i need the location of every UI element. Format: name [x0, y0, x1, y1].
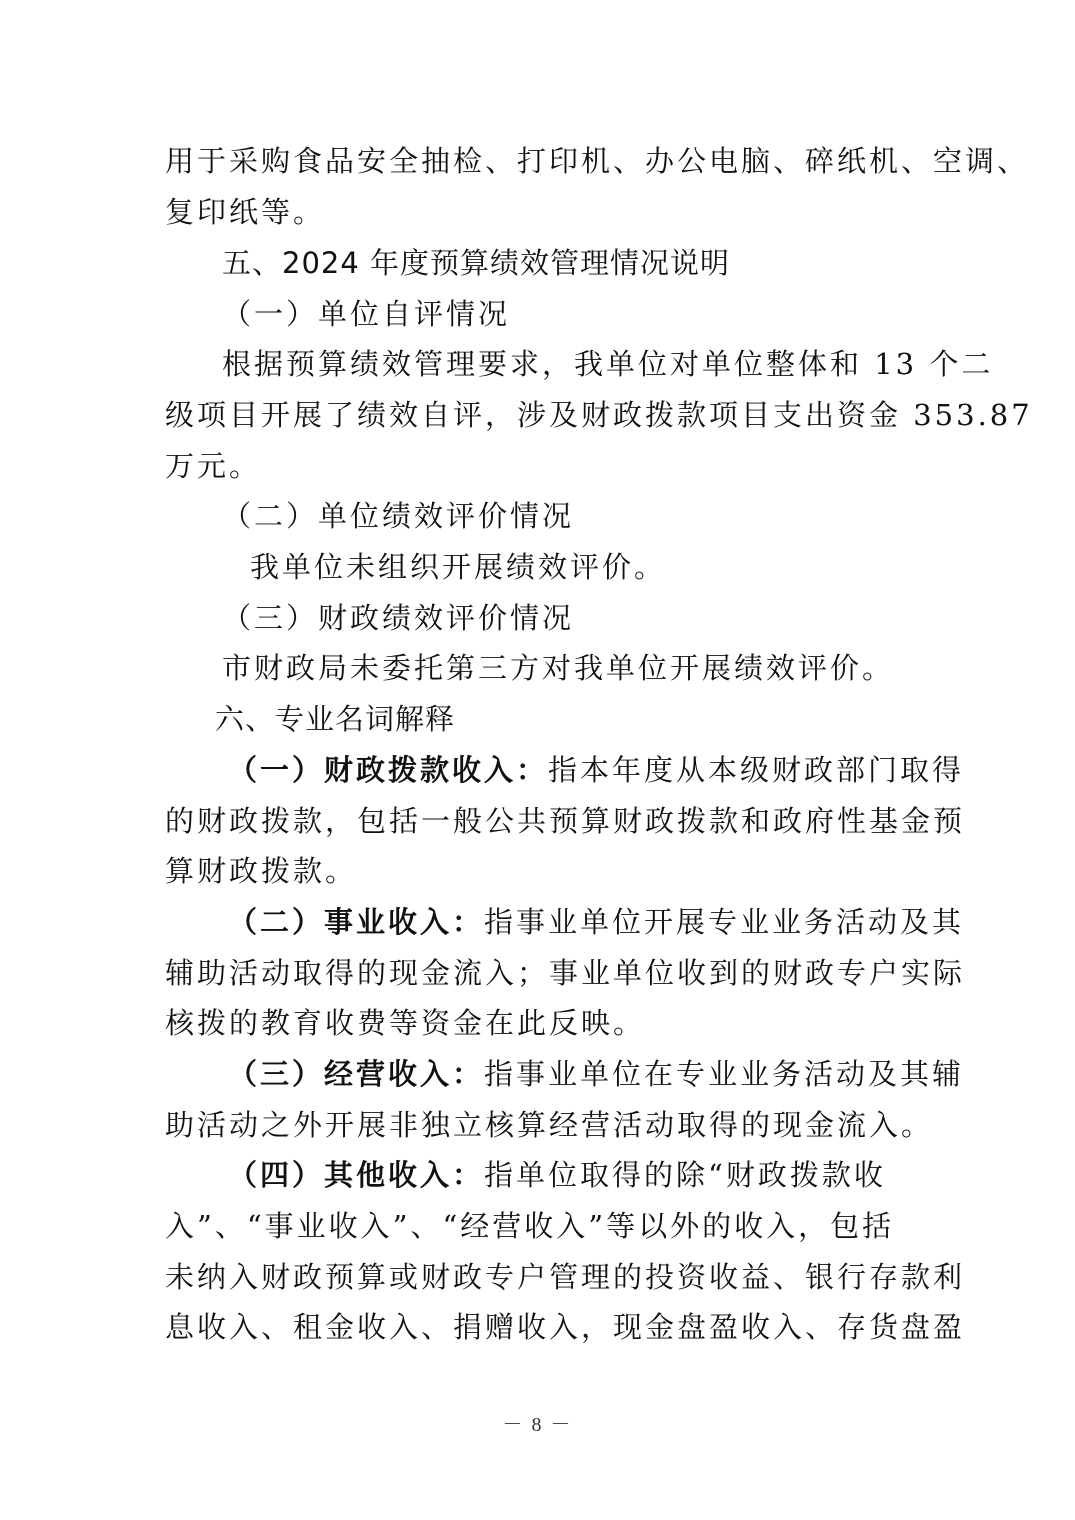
- body-text-line: 辅助活动取得的现金流入；事业单位收到的财政专户实际: [165, 956, 966, 990]
- term-label: （一）财政拨款收入：: [228, 753, 549, 787]
- body-text-line: 我单位未组织开展绩效评价。: [250, 550, 667, 584]
- term-definition-text: 指单位取得的除“财政拨款收: [484, 1158, 886, 1192]
- term-definition-text: 指本年度从本级财政部门取得: [548, 753, 965, 787]
- term-definition-text: 指事业单位在专业业务活动及其辅: [484, 1057, 965, 1091]
- body-text-line: 息收入、租金收入、捐赠收入，现金盘盈收入、存货盘盈: [165, 1310, 966, 1344]
- body-text-line: 用于采购食品安全抽检、打印机、办公电脑、碎纸机、空调、: [165, 144, 1030, 178]
- term-definition-first-line: [228, 752, 988, 788]
- subsection-heading: （二）单位绩效评价情况: [222, 499, 575, 533]
- body-text-line: 核拨的教育收费等资金在此反映。: [165, 1006, 646, 1040]
- term-definition-text: 指事业单位开展专业业务活动及其: [484, 905, 965, 939]
- term-label: （三）经营收入：: [228, 1057, 485, 1091]
- body-text-line: 的财政拨款，包括一般公共预算财政拨款和政府性基金预: [165, 804, 966, 838]
- subsection-heading: （一）单位自评情况: [222, 297, 511, 331]
- page-number: － 8 －: [502, 1414, 573, 1436]
- body-text-line: 助活动之外开展非独立核算经营活动取得的现金流入。: [165, 1108, 934, 1142]
- term-definition-first-line: [228, 1157, 988, 1193]
- body-text-line: 根据预算绩效管理要求，我单位对单位整体和 13 个二: [222, 347, 994, 381]
- section-heading-6: 六、专业名词解释: [215, 702, 456, 736]
- term-label: （二）事业收入：: [228, 905, 485, 939]
- body-text-line: 万元。: [165, 449, 262, 483]
- body-text-line: 算财政拨款。: [165, 854, 358, 888]
- term-definition-first-line: [228, 1056, 988, 1092]
- body-text-line: 复印纸等。: [165, 195, 326, 229]
- section-heading-5: 五、2024 年度预算绩效管理情况说明: [222, 246, 731, 280]
- term-label: （四）其他收入：: [228, 1158, 485, 1192]
- body-text-line: 级项目开展了绩效自评，涉及财政拨款项目支出资金 353.87: [165, 398, 1033, 432]
- body-text-line: 市财政局未委托第三方对我单位开展绩效评价。: [222, 651, 895, 685]
- body-text-line: 未纳入财政预算或财政专户管理的投资收益、银行存款利: [165, 1260, 966, 1294]
- body-text-line: 入”、“事业收入”、“经营收入”等以外的收入，包括: [165, 1209, 895, 1243]
- term-definition-first-line: [228, 904, 988, 940]
- subsection-heading: （三）财政绩效评价情况: [222, 601, 575, 635]
